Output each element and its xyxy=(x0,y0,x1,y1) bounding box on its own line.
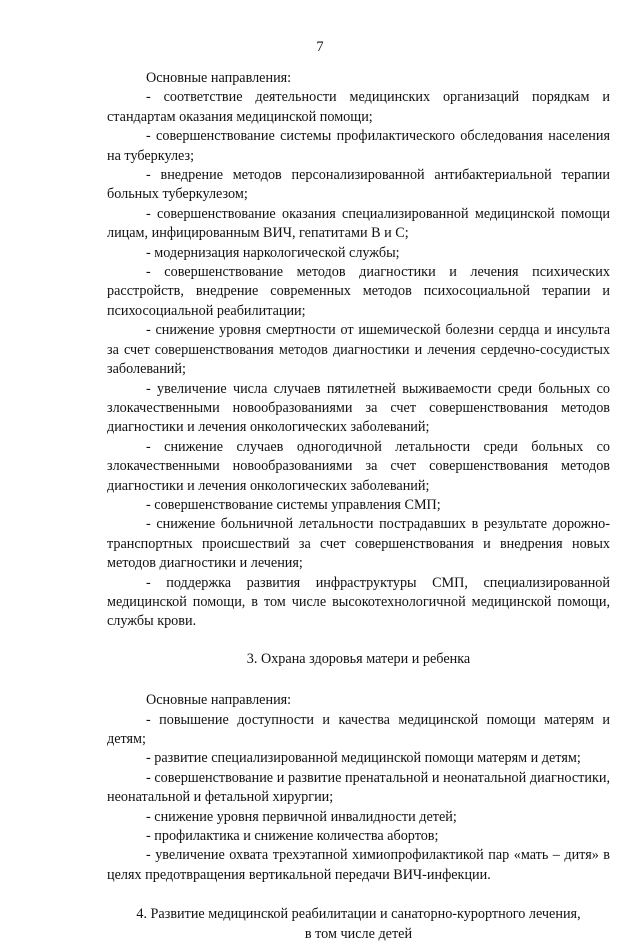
section-heading-line-1: 4. Развитие медицинской реабилитации и санаторно-курортного лечения, xyxy=(136,906,581,923)
list-item: - совершенствование методов диагностики и лечения психических расстройств, внедрение современных методов психосоциальной терапии и психосоциальной реабилитации; xyxy=(107,264,610,319)
list-item: - модернизация наркологической службы; xyxy=(146,244,400,261)
list-item: - совершенствование системы профилактического обследования населения на туберкулез; xyxy=(107,128,610,164)
list-item: - повышение доступности и качества медицинской помощи матерям и детям; xyxy=(107,711,610,747)
section-intro: Основные направления: xyxy=(146,70,292,86)
list-item: - совершенствование системы управления СМП; xyxy=(146,496,441,513)
list-item: - увеличение охвата трехэтапной химиопрофилактикой пар «мать – дитя» в целях предотвращения вертикальной передачи ВИЧ-инфекции. xyxy=(107,847,610,883)
page-content xyxy=(107,69,610,944)
list-item: - развитие специализированной медицинской помощи матерям и детям; xyxy=(146,750,581,767)
section-heading: 3. Охрана здоровья матери и ребенка xyxy=(246,650,471,667)
list-item: - снижение случаев одногодичной летальности среди больных со злокачественными новообразованиями за счет совершенствования методов диагностики и лечения онкологических заболеваний; xyxy=(107,438,610,494)
list-item: - совершенствование и развитие пренатальной и неонатальной диагностики, неонатальной и фетальной хирургии; xyxy=(107,769,610,806)
list-item: - снижение больничной летальности пострадавших в результате дорожно-транспортных происшествий за счет совершенствования и внедрения новых методов диагностики и лечения; xyxy=(107,516,610,572)
list-item: - поддержка развития инфраструктуры СМП, специализированной медицинской помощи, в том числе высокотехнологичной медицинской помощи, службы крови. xyxy=(107,574,610,630)
list-item: - увеличение числа случаев пятилетней выживаемости среди больных со злокачественными новообразованиями за счет совершенствования методов диагностики и лечения онкологических заболеваний; xyxy=(107,380,610,436)
section-previous xyxy=(107,69,610,632)
section-heading-line-2: в том числе детей xyxy=(304,925,413,942)
section-intro: Основные направления: xyxy=(146,692,292,709)
list-item: - соответствие деятельности медицинских организаций порядкам и стандартам оказания медицинской помощи; xyxy=(107,89,610,125)
list-item: - снижение уровня смертности от ишемической болезни сердца и инсульта за счет совершенствования методов диагностики и лечения сердечно-сосудистых заболеваний; xyxy=(107,322,610,378)
list-item: - внедрение методов персонализированной антибактериальной терапии больных туберкулезом; xyxy=(107,167,610,203)
section-3 xyxy=(107,650,610,885)
section-4 xyxy=(107,905,610,944)
page-number: 7 xyxy=(316,39,324,55)
list-item: - совершенствование оказания специализированной медицинской помощи лицам, инфицированным ВИЧ, гепатитами В и С; xyxy=(107,205,610,242)
list-item: - снижение уровня первичной инвалидности детей; xyxy=(146,808,457,825)
list-item: - профилактика и снижение количества абортов; xyxy=(146,828,439,845)
